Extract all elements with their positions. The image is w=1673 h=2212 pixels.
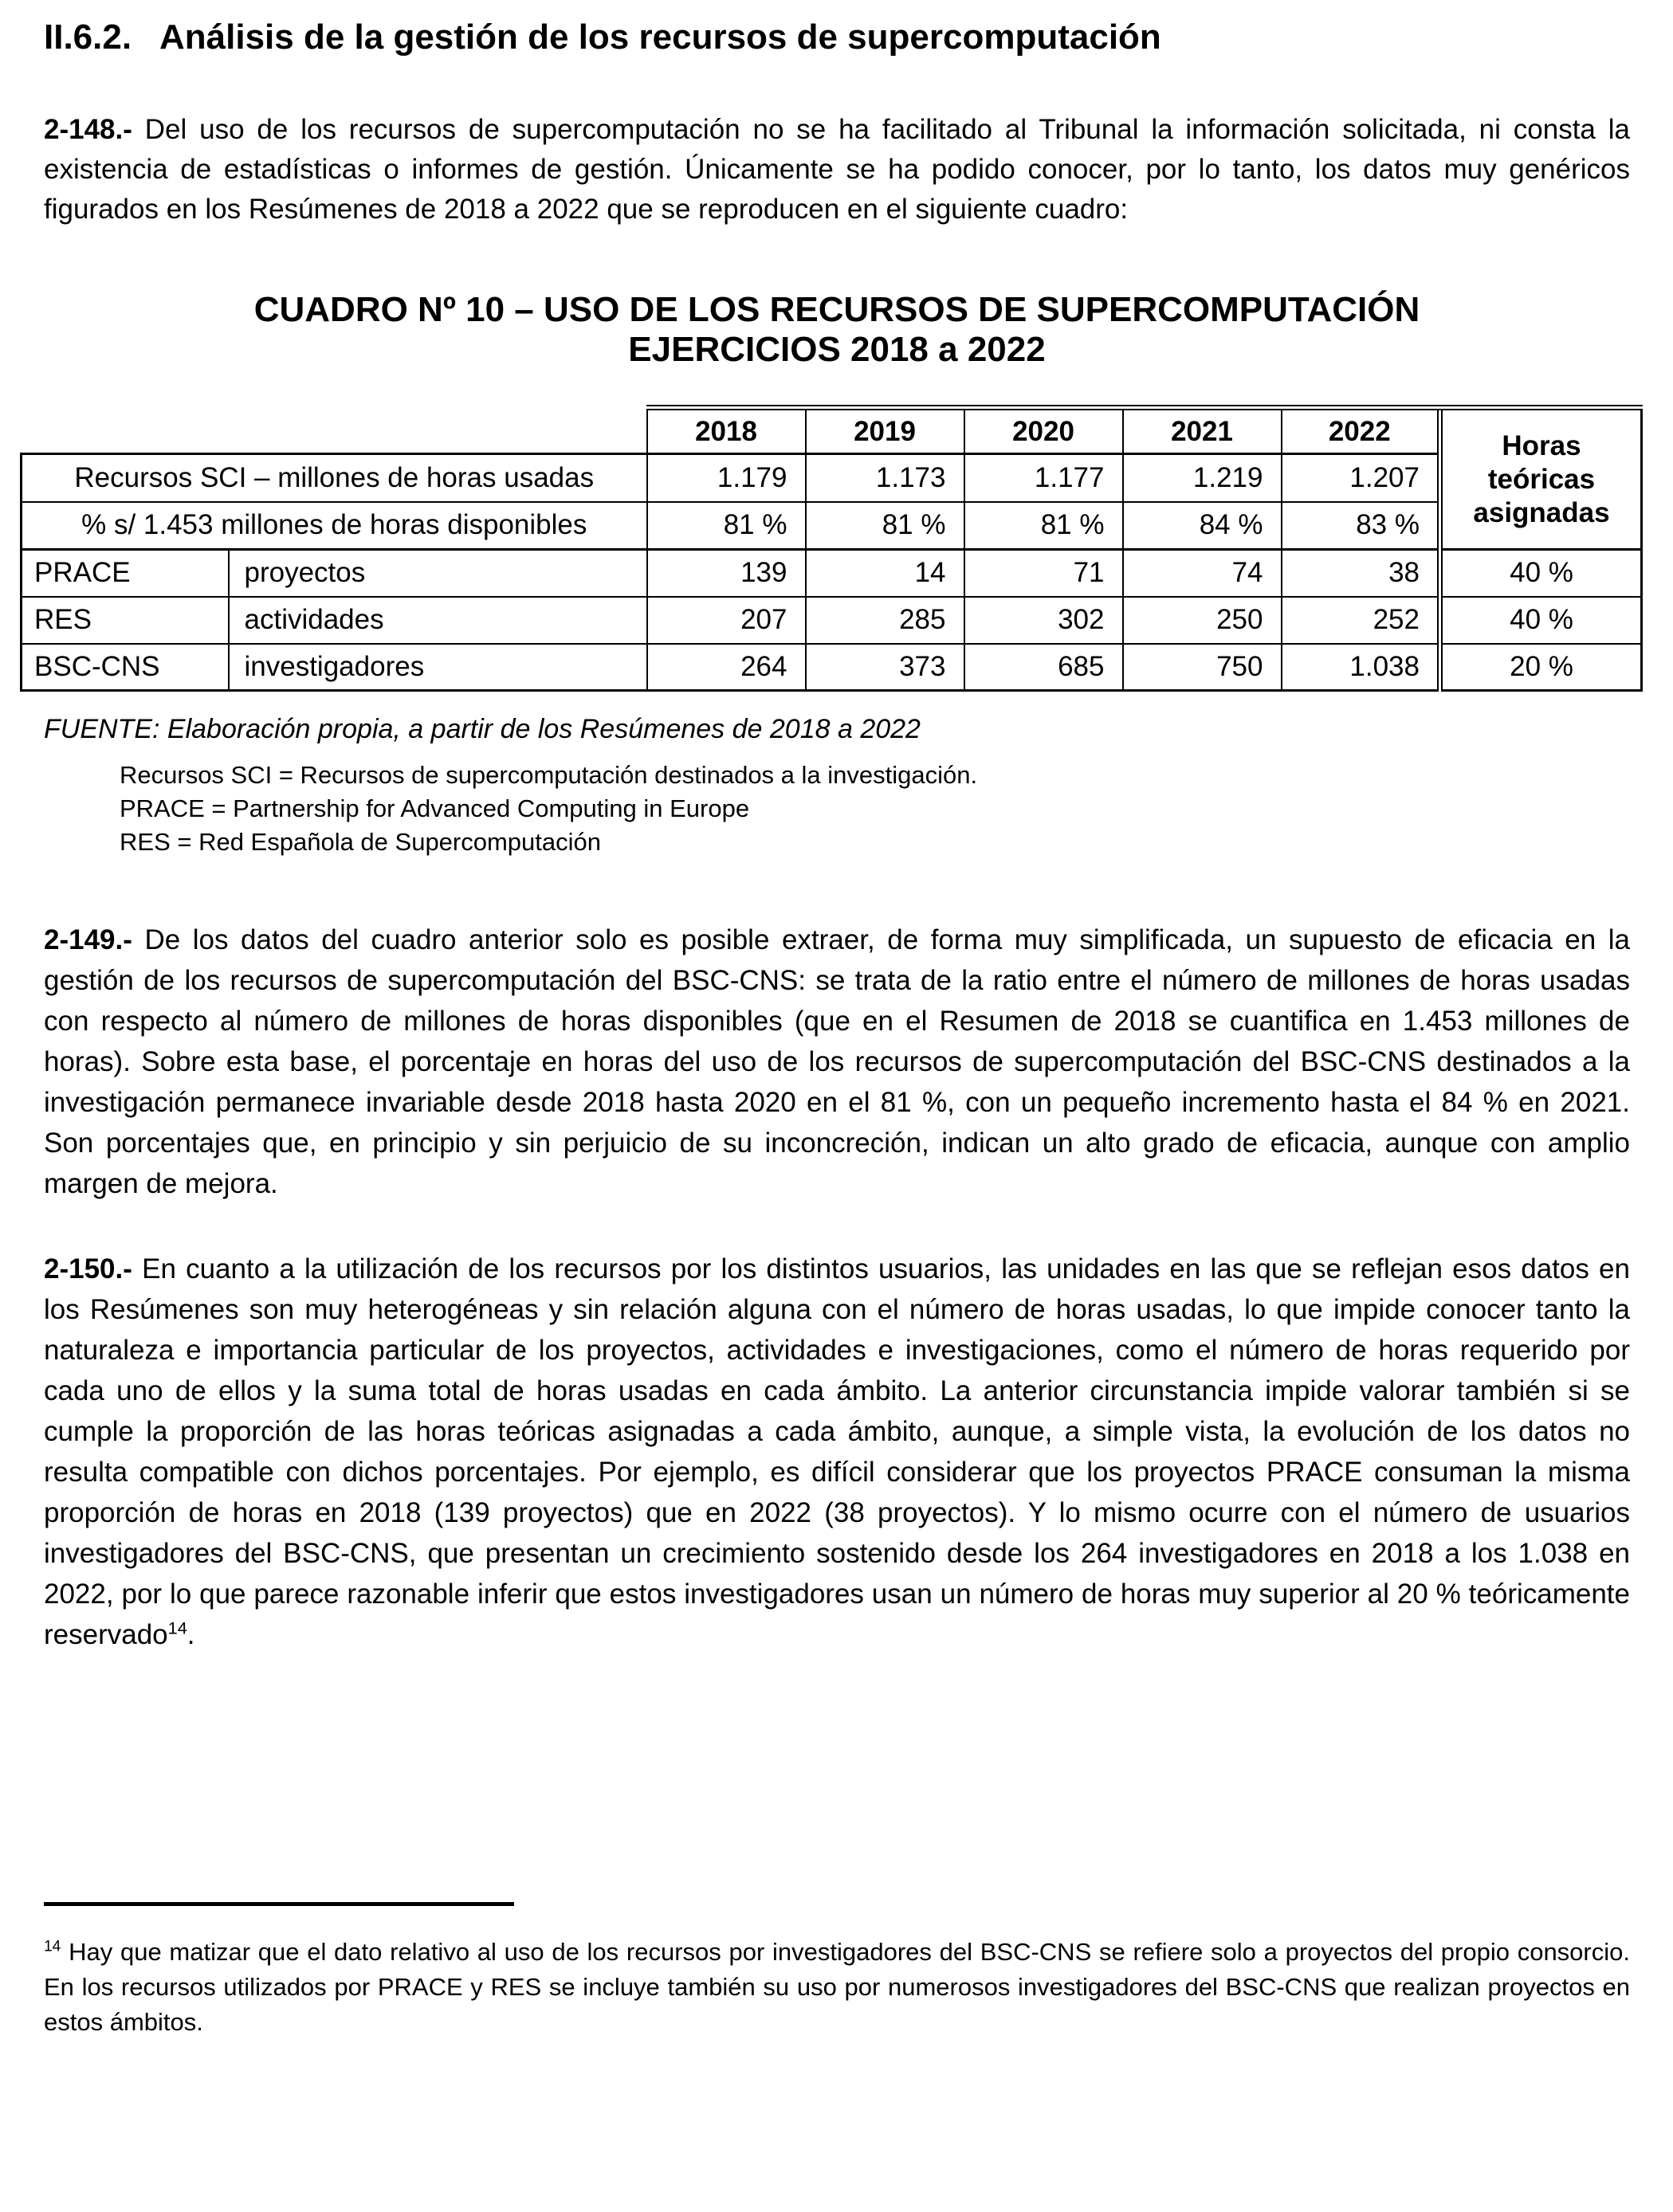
- cuadro-10-table: [20, 405, 1643, 692]
- definition-recursos-sci: Recursos SCI = Recursos de supercomputación destinados a la investigación.: [120, 761, 978, 789]
- cell-value: 373: [806, 644, 964, 691]
- row-label: PRACE: [22, 550, 229, 597]
- row-label: Recursos SCI – millones de horas usadas: [22, 454, 647, 502]
- cell-value: 83 %: [1282, 502, 1440, 550]
- footnote-text: Hay que matizar que el dato relativo al uso de los recursos por investigadores del BSC-CNS se refiere solo a proyectos del propio consorcio. En los recursos utilizados por PRACE y RES se incluye también su uso por numerosos investigadores del BSC-CNS que realizan proyectos en estos ámbitos.: [44, 1938, 1630, 2036]
- paragraph-number: 2-150.-: [44, 1253, 132, 1284]
- cell-value: 74: [1123, 550, 1282, 597]
- table-row-res: [22, 597, 1642, 644]
- cell-value: 1.219: [1123, 454, 1282, 502]
- table-header-row: [22, 408, 1642, 454]
- table-row-bsc-cns: [22, 644, 1642, 691]
- cell-value: 1.177: [964, 454, 1123, 502]
- definition-prace: PRACE = Partnership for Advanced Computing in Europe: [120, 794, 750, 822]
- row-label: % s/ 1.453 millones de horas disponibles: [22, 502, 647, 550]
- cell-value: 207: [647, 597, 806, 644]
- col-header-2021: 2021: [1123, 408, 1282, 454]
- footnote-separator-rule: [44, 1902, 514, 1906]
- cell-value: 139: [647, 550, 806, 597]
- row-label: BSC-CNS: [22, 644, 229, 691]
- cell-value: 71: [964, 550, 1123, 597]
- cell-value: 38: [1282, 550, 1440, 597]
- cell-value: 1.207: [1282, 454, 1440, 502]
- cell-value: 14: [806, 550, 964, 597]
- paragraph-suffix: .: [187, 1619, 195, 1650]
- col-header-2019: 2019: [806, 408, 964, 454]
- definition-res: RES = Red Española de Supercomputación: [120, 828, 602, 856]
- row-sublabel: proyectos: [229, 550, 647, 597]
- table-title-line1: CUADRO Nº 10 – USO DE LOS RECURSOS DE SUPERCOMPUTACIÓN: [253, 290, 1420, 329]
- cell-value: 750: [1123, 644, 1282, 691]
- section-title: Análisis de la gestión de los recursos de supercomputación: [159, 18, 1161, 57]
- col-header-horas-teoricas: Horas teóricas asignadas: [1440, 408, 1642, 550]
- paragraph-2-148: [44, 110, 1630, 229]
- table-row-porcentaje: [22, 502, 1642, 550]
- cell-value: 264: [647, 644, 806, 691]
- paragraph-number: 2-149.-: [44, 924, 132, 955]
- footnote-reference: 14: [167, 1618, 187, 1638]
- row-sublabel: investigadores: [229, 644, 647, 691]
- cell-value: 285: [806, 597, 964, 644]
- cell-value: 302: [964, 597, 1123, 644]
- cell-value: 1.179: [647, 454, 806, 502]
- table-source-note: FUENTE: Elaboración propia, a partir de los Resúmenes de 2018 a 2022: [44, 714, 921, 744]
- footnote-14: [44, 1935, 1630, 2040]
- table-title: [44, 290, 1630, 370]
- cell-horas-teoricas: 20 %: [1440, 644, 1642, 691]
- table-row-recursos-sci: [22, 454, 1642, 502]
- cell-horas-teoricas: 40 %: [1440, 597, 1642, 644]
- paragraph-text: Del uso de los recursos de supercomputación no se ha facilitado al Tribunal la información solicitada, ni consta la existencia de estadísticas o informes de gestión. Únicamente se ha podido conocer, por lo tanto, los datos muy genéricos figurados en los Resúmenes de 2018 a 2022 que se reproducen en el siguiente cuadro:: [44, 114, 1630, 225]
- cell-value: 81 %: [806, 502, 964, 550]
- cell-value: 84 %: [1123, 502, 1282, 550]
- col-header-2022: 2022: [1282, 408, 1440, 454]
- table-title-line2: EJERCICIOS 2018 a 2022: [628, 330, 1046, 369]
- cell-value: 1.173: [806, 454, 964, 502]
- cell-value: 250: [1123, 597, 1282, 644]
- paragraph-number: 2-148.-: [44, 114, 132, 145]
- row-sublabel: actividades: [229, 597, 647, 644]
- table-blank-corner: [22, 408, 647, 454]
- cell-horas-teoricas: 40 %: [1440, 550, 1642, 597]
- col-header-2020: 2020: [964, 408, 1123, 454]
- row-label: RES: [22, 597, 229, 644]
- section-number: II.6.2.: [44, 18, 132, 57]
- paragraph-2-149: [44, 920, 1630, 1204]
- col-header-2018: 2018: [647, 408, 806, 454]
- cell-value: 685: [964, 644, 1123, 691]
- section-heading: [44, 0, 1630, 59]
- cell-value: 252: [1282, 597, 1440, 644]
- table-definitions: [120, 759, 1630, 859]
- cell-value: 81 %: [647, 502, 806, 550]
- paragraph-text: De los datos del cuadro anterior solo es posible extraer, de forma muy simplificada, un supuesto de eficacia en la gestión de los recursos de supercomputación del BSC-CNS: se trata de la ratio entre el número de millones de horas usadas con respecto al número de millones de horas disponibles (que en el Resumen de 2018 se cuantifica en 1.453 millones de horas). Sobre esta base, el porcentaje en horas del uso de los recursos de supercomputación del BSC-CNS destinados a la investigación permanece invariable desde 2018 hasta 2020 en el 81 %, con un pequeño incremento hasta el 84 % en 2021. Son porcentajes que, en principio y sin perjuicio de su inconcreción, indican un alto grado de eficacia, aunque con amplio margen de mejora.: [44, 924, 1630, 1199]
- table-row-prace: [22, 550, 1642, 597]
- paragraph-text: En cuanto a la utilización de los recursos por los distintos usuarios, las unidades en las que se reflejan esos datos en los Resúmenes son muy heterogéneas y sin relación alguna con el número de horas usadas, lo que impide conocer tanto la naturaleza e importancia particular de los proyectos, actividades e investigaciones, como el número de horas requerido por cada uno de ellos y la suma total de horas usadas en cada ámbito. La anterior circunstancia impide valorar también si se cumple la proporción de las horas teóricas asignadas a cada ámbito, aunque, a simple vista, la evolución de los datos no resulta compatible con dichos porcentajes. Por ejemplo, es difícil considerar que los proyectos PRACE consuman la misma proporción de horas en 2018 (139 proyectos) que en 2022 (38 proyectos). Y lo mismo ocurre con el número de usuarios investigadores del BSC-CNS, que presentan un crecimiento sostenido desde los 264 investigadores en 2018 a los 1.038 en 2022, por lo que parece razonable inferir que estos investigadores usan un número de horas muy superior al 20 % teóricamente reservado: [44, 1253, 1630, 1650]
- cell-value: 81 %: [964, 502, 1123, 550]
- footnote-number: 14: [44, 1938, 61, 1955]
- cell-value: 1.038: [1282, 644, 1440, 691]
- paragraph-2-150: [44, 1249, 1630, 1655]
